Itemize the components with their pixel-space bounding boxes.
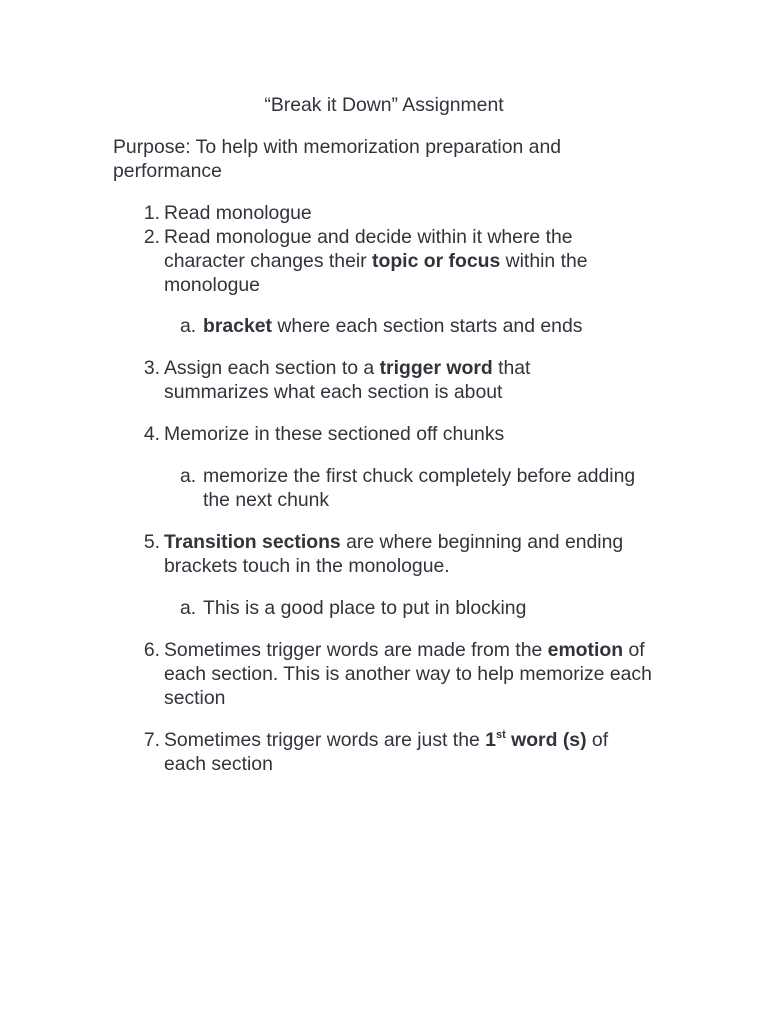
emphasis-text: bracket	[203, 315, 272, 337]
sub-letter: a.	[180, 597, 197, 619]
sub-item-5a	[180, 596, 673, 620]
sub-item-text: This is a good place to put in blocking	[203, 597, 527, 619]
sub-letter: a.	[180, 315, 197, 337]
emphasis-text: word (s)	[505, 729, 587, 751]
superscript-text: st	[495, 729, 506, 741]
list-number: 3.	[143, 357, 160, 379]
list-number: 5.	[143, 531, 160, 553]
list-item-1	[143, 201, 664, 225]
list-item-text: Read monologue	[164, 202, 312, 224]
list-item-text: Assign each section to a	[164, 357, 380, 379]
list-number: 1.	[143, 202, 160, 224]
sub-item-text: memorize the first chuck completely before adding the next chunk	[203, 465, 636, 511]
emphasis-text: Transition sections	[164, 531, 341, 553]
sub-letter: a.	[180, 465, 197, 487]
sub-item-2a	[180, 314, 673, 338]
list-item-6	[143, 638, 659, 710]
document-title: “Break it Down” Assignment	[264, 94, 504, 116]
list-number: 2.	[143, 226, 160, 248]
sub-item-text: where each section starts and ends	[272, 315, 583, 337]
list-item-2	[143, 225, 634, 297]
list-item-3	[143, 356, 564, 404]
list-item-text: that summarizes what each section is about	[164, 357, 531, 403]
list-item-text: of each section	[164, 729, 609, 775]
list-item-text: Read monologue and decide within it where the character changes their	[164, 226, 573, 272]
purpose-paragraph: Purpose: To help with memorization preparation and performance	[113, 136, 562, 182]
emphasis-text: topic or focus	[372, 250, 501, 272]
list-number: 6.	[143, 639, 160, 661]
list-number: 4.	[143, 423, 160, 445]
list-item-7	[143, 728, 634, 776]
list-item-text: within the monologue	[164, 250, 588, 296]
list-item-text: are where beginning and ending brackets touch in the monologue.	[164, 531, 624, 577]
list-item-text: Sometimes trigger words are made from the	[164, 639, 548, 661]
list-item-text: of each section. This is another way to help memorize each section	[164, 639, 652, 709]
list-item-text: Memorize in these sectioned off chunks	[164, 423, 505, 445]
list-number: 7.	[143, 729, 160, 751]
list-item-text: Sometimes trigger words are just the	[164, 729, 486, 751]
emphasis-text: emotion	[547, 639, 624, 661]
sub-item-4a	[180, 464, 663, 512]
emphasis-text: 1	[485, 729, 496, 751]
list-item-5	[143, 530, 654, 578]
list-item-4	[143, 422, 664, 446]
emphasis-text: trigger word	[379, 357, 493, 379]
